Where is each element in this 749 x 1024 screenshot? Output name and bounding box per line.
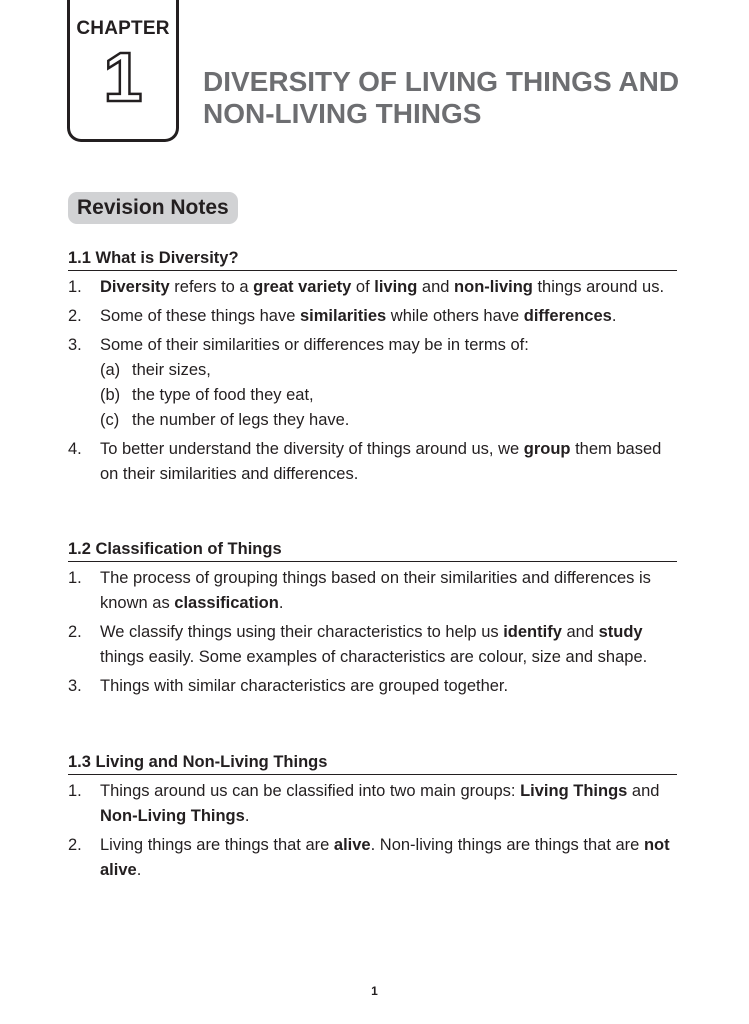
sub-item-text: the number of legs they have. [132,411,350,429]
text-run: We classify things using their characteristics to help us [100,623,504,641]
text-run: The process of grouping things based on their similarities and differences is known as [100,569,651,612]
text-run: . [611,307,617,325]
emphasis-term: similarities [299,307,387,325]
emphasis-term: great variety [253,278,352,296]
text-run: Some of their similarities or differences may be in terms of: [100,336,529,354]
sub-item-label: (b) [100,386,121,404]
item-text [100,836,670,879]
item-text [100,336,529,354]
item-text [100,623,647,666]
item-number: 1. [68,278,82,296]
emphasis-term: identify [503,623,562,641]
emphasis-term: non-living [454,278,533,296]
text-run: . [278,594,284,612]
emphasis-term: Living Things [520,782,628,800]
item-number: 2. [68,307,82,325]
emphasis-term: Diversity [100,278,170,296]
item-number: 4. [68,440,82,458]
item-text [100,677,508,695]
item-text [100,782,659,825]
list-item [68,566,677,616]
sub-list [100,358,677,433]
item-text [100,569,651,612]
emphasis-term: living [374,278,418,296]
page-number: 1 [371,984,378,998]
text-run: and [627,782,660,800]
text-run: and [561,623,599,641]
item-text [100,440,661,483]
text-run: . Non-living things are things that are [370,836,644,854]
sub-list-item [100,408,677,433]
chapter-label: CHAPTER [76,18,170,39]
points-list [68,566,677,699]
text-run: . [244,807,250,825]
text-run: To better understand the diversity of things around us, we [100,440,524,458]
item-number: 1. [68,782,82,800]
section-heading: 1.1 What is Diversity? [68,247,677,271]
item-number: 3. [68,336,82,354]
emphasis-term: differences [523,307,612,325]
text-run: of [351,278,375,296]
emphasis-term: classification [174,594,279,612]
points-list [68,275,677,487]
text-run: Some of these things have [100,307,300,325]
emphasis-term: Non-Living Things [100,807,245,825]
text-run: them based on their similarities and differences. [100,440,662,483]
emphasis-term: alive [333,836,371,854]
section-heading: 1.3 Living and Non-Living Things [68,751,677,775]
points-list [68,779,677,883]
revision-notes-badge: Revision Notes [68,192,238,224]
item-text [100,307,616,325]
item-number: 3. [68,677,82,695]
list-item [68,275,677,300]
text-run: Living things are things that are [100,836,334,854]
sub-list-item [100,358,677,383]
list-item [68,620,677,670]
item-number: 2. [68,623,82,641]
sub-item-text: the type of food they eat, [132,386,314,404]
list-item [68,674,677,699]
sub-item-text: their sizes, [132,361,211,379]
item-text [100,278,664,296]
chapter-title: DIVERSITY OF LIVING THINGS AND NON-LIVING THINGS [203,66,680,129]
text-run: refers to a [169,278,254,296]
text-run: things around us. [532,278,665,296]
sub-list-item [100,383,677,408]
list-item [68,304,677,329]
text-run: Things with similar characteristics are grouped together. [100,677,509,695]
sub-item-label: (c) [100,411,120,429]
section-what-is-diversity [68,247,677,491]
section-living-non-living [68,751,677,887]
text-run: while others have [386,307,524,325]
item-number: 1. [68,569,82,587]
list-item [68,437,677,487]
list-item [68,333,677,433]
emphasis-term: study [598,623,643,641]
section-classification [68,538,677,703]
text-run: and [417,278,455,296]
chapter-box [67,0,179,142]
text-run: things easily. Some examples of characteristics are colour, size and shape. [100,648,648,666]
item-number: 2. [68,836,82,854]
chapter-number: 1 [103,38,143,116]
text-run: . [136,861,142,879]
emphasis-term: not alive [100,836,670,879]
section-heading: 1.2 Classification of Things [68,538,677,562]
list-item [68,779,677,829]
emphasis-term: group [523,440,571,458]
list-item [68,833,677,883]
sub-item-label: (a) [100,361,121,379]
text-run: Things around us can be classified into two main groups: [100,782,521,800]
